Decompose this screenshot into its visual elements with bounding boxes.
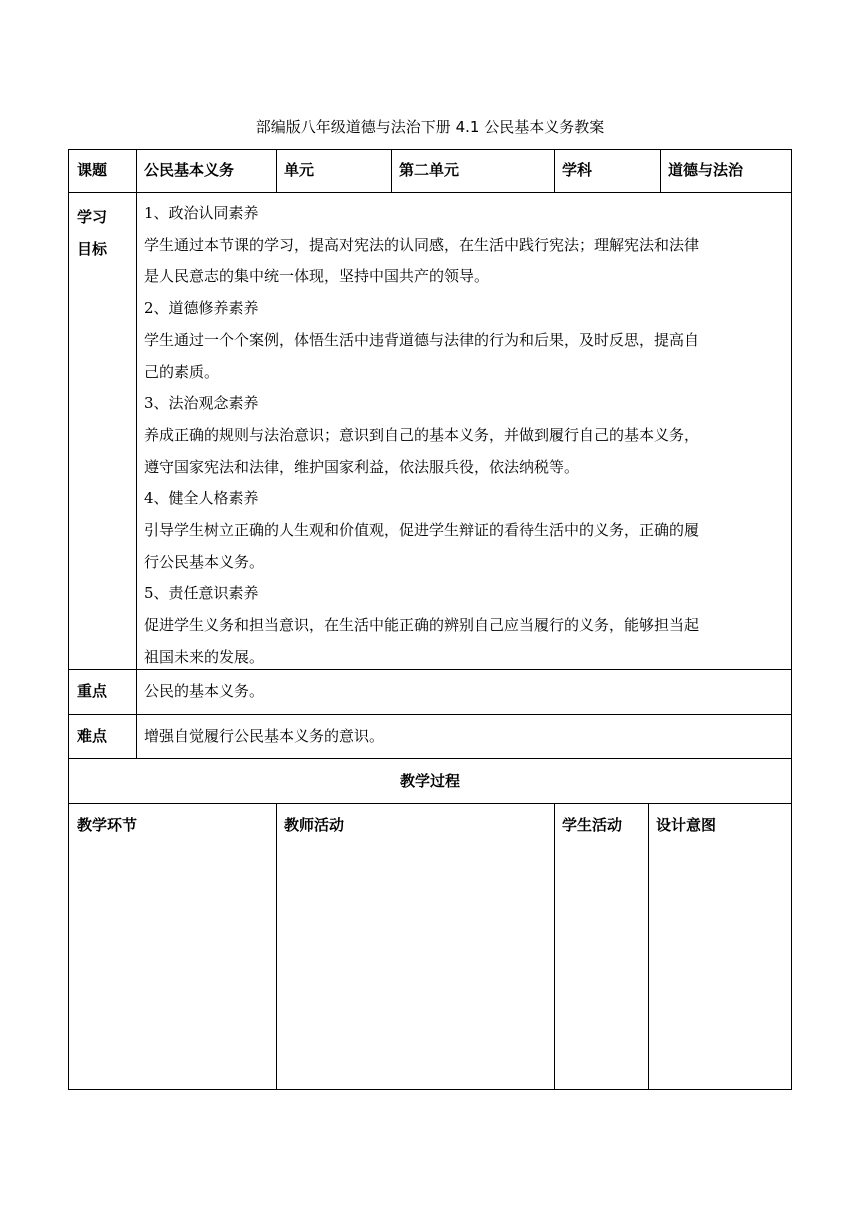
objective-line: 养成正确的规则与法治意识；意识到自己的基本义务，并做到履行自己的基本义务， <box>144 425 700 444</box>
objectives-text <box>144 198 786 674</box>
topic-label: 课题 <box>77 161 108 179</box>
objective-line: 3、法治观念素养 <box>144 394 259 413</box>
col-divider <box>648 803 649 1090</box>
col-divider <box>554 149 555 193</box>
key-point-value: 公民的基本义务。 <box>144 682 265 700</box>
process-col-intent: 设计意图 <box>656 816 717 834</box>
subject-label: 学科 <box>562 161 593 179</box>
objective-line: 5、责任意识素养 <box>144 584 259 603</box>
objectives-label-line2: 目标 <box>77 239 108 258</box>
col-divider <box>554 803 555 1090</box>
col-divider <box>276 803 277 1090</box>
objective-line: 遵守国家宪法和法律，维护国家利益，依法服兵役，依法纳税等。 <box>144 457 580 476</box>
process-col-teacher: 教师活动 <box>284 816 345 834</box>
process-col-stage: 教学环节 <box>77 816 138 834</box>
objective-line: 是人民意志的集中统一体现，坚持中国共产的领导。 <box>144 267 490 286</box>
objective-line: 1、政治认同素养 <box>144 204 259 222</box>
objective-line: 学生通过本节课的学习，提高对宪法的认同感，在生活中践行宪法；理解宪法和法律 <box>144 235 700 254</box>
objectives-label-line1: 学习 <box>77 208 108 226</box>
difficulty-value: 增强自觉履行公民基本义务的意识。 <box>144 727 385 745</box>
objectives-label <box>77 202 107 265</box>
objective-line: 祖国未来的发展。 <box>144 647 265 666</box>
difficulty-label: 难点 <box>77 727 108 745</box>
unit-label: 单元 <box>284 161 315 179</box>
col-divider <box>391 149 392 193</box>
objective-line: 促进学生义务和担当意识，在生活中能正确的辨别自己应当履行的义务，能够担当起 <box>144 616 700 635</box>
row-divider <box>68 714 792 715</box>
row-divider <box>68 758 792 759</box>
key-point-label: 重点 <box>77 682 108 700</box>
row-divider <box>68 803 792 804</box>
objective-line: 学生通过一个个案例，体悟生活中违背道德与法律的行为和后果，及时反思，提高自 <box>144 330 700 349</box>
objective-line: 己的素质。 <box>144 362 220 381</box>
subject-value: 道德与法治 <box>668 161 744 179</box>
col-divider <box>660 149 661 193</box>
col-divider <box>136 149 137 759</box>
process-col-student: 学生活动 <box>562 816 623 834</box>
process-heading: 教学过程 <box>399 772 460 790</box>
objective-line: 2、道德修养素养 <box>144 299 259 318</box>
objective-line: 行公民基本义务。 <box>144 552 265 571</box>
unit-value: 第二单元 <box>399 161 460 179</box>
col-divider <box>276 149 277 193</box>
row-divider <box>68 192 792 193</box>
objective-line: 引导学生树立正确的人生观和价值观，促进学生辩证的看待生活中的义务，正确的履 <box>144 521 700 540</box>
objective-line: 4、健全人格素养 <box>144 489 259 508</box>
topic-value: 公民基本义务 <box>144 161 235 179</box>
document-title: 部编版八年级道德与法治下册 4.1 公民基本义务教案 <box>255 118 605 136</box>
